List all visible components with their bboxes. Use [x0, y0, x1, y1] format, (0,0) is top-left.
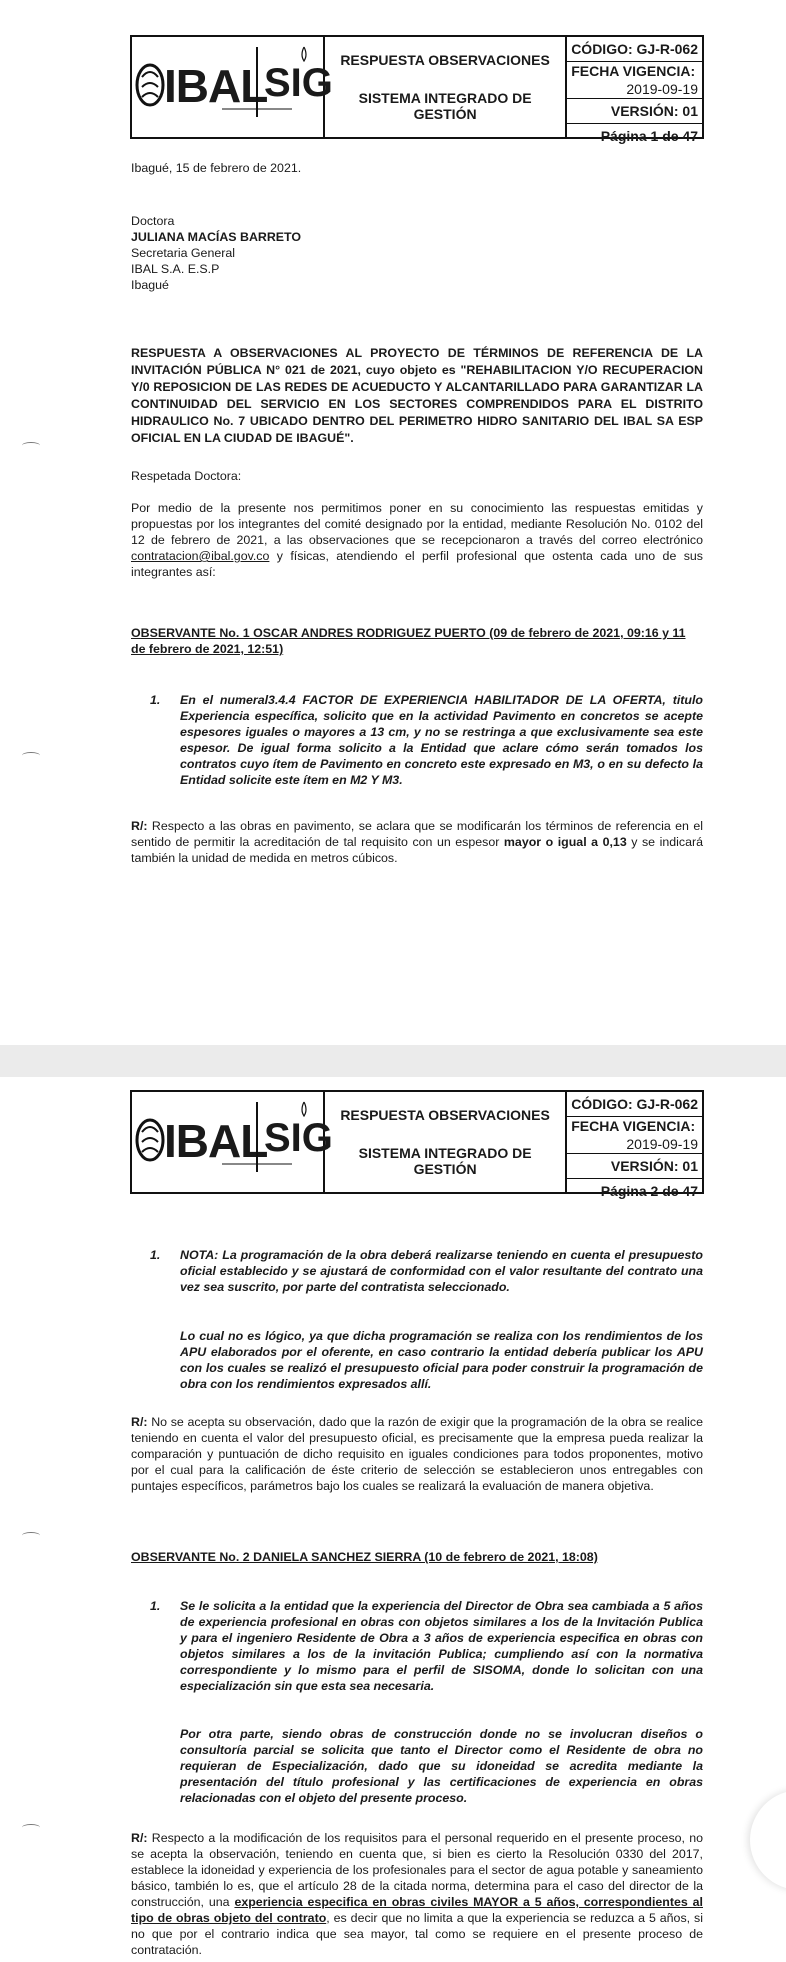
recipient-role: Secretaria General — [131, 246, 235, 260]
header-code: CÓDIGO: GJ-R-062 — [567, 37, 702, 62]
recipient-title: Doctora — [131, 214, 175, 228]
ibal-sig-logo — [132, 37, 333, 137]
header-system: SISTEMA INTEGRADO DE GESTIÓN — [358, 90, 532, 122]
observation-item-1: 1. En el numeral3.4.4 FACTOR DE EXPERIENCIA HABILITADOR DE LA OFERTA, titulo Experiencia específica, solicito que en la actividad Pavimento en concretos se acepte espesores iguales o mayores a 13 cm, y no se restringa a que exclusivamente sea este espesor. De igual forma solicito a la Entidad que aclare cómo serán tomados los contratos cuyo ítem de Pavimento en concreto este expresado en M3, o en su defecto la Entidad solicite este ítem en M2 Y M3. — [150, 693, 703, 787]
email-link[interactable]: contratacion@ibal.gov.co — [131, 549, 270, 563]
header-code: CÓDIGO: GJ-R-062 — [567, 1092, 702, 1117]
salutation: Respetada Doctora: — [131, 469, 242, 483]
response-1: R/: Respecto a las obras en pavimento, se aclara que se modificarán los términos de referencia en el sentido de permitir la acreditación de tal requisito con un espesor mayor o igual a 0,13 y se indicará también la unidad de medida en metros cúbicos. — [131, 819, 703, 865]
recipient-company: IBAL S.A. E.S.P — [131, 262, 220, 276]
header-date-label: FECHA VIGENCIA: — [571, 1118, 696, 1134]
header-date-value: 2019-09-19 — [626, 81, 698, 97]
observation-note: 1. NOTA: La programación de la obra deberá realizarse teniendo en cuenta el presupuesto oficial establecido y se ajustará de conformidad con el valor resultante del contrato una vez sea suscrito, por parte del contratista seleccionado. — [150, 1248, 703, 1294]
letter-date: Ibagué, 15 de febrero de 2021. — [131, 161, 302, 175]
recipient-block — [131, 213, 703, 293]
document-page-2 — [0, 1077, 786, 1962]
header-page-number: Página 1 de 47 — [600, 128, 698, 144]
observer-1-heading: OBSERVANTE No. 1 OSCAR ANDRES RODRIGUEZ PUERTO (09 de febrero de 2021, 09:16 y 11 de febrero de 2021, 12:51) — [131, 626, 686, 656]
observer-2-heading: OBSERVANTE No. 2 DANIELA SANCHEZ SIERRA (10 de febrero de 2021, 18:08) — [131, 1550, 598, 1564]
header-system: SISTEMA INTEGRADO DE GESTIÓN — [358, 1145, 532, 1177]
document-header — [130, 35, 704, 144]
ibal-sig-logo — [132, 1092, 333, 1192]
recipient-name: JULIANA MACÍAS BARRETO — [131, 230, 302, 244]
header-title: RESPUESTA OBSERVACIONES — [340, 1107, 550, 1123]
header-date-label: FECHA VIGENCIA: — [571, 63, 696, 79]
header-date-value: 2019-09-19 — [626, 1136, 698, 1152]
ibal-logo-text: IBAL — [164, 1115, 268, 1167]
header-page-number: Página 2 de 47 — [600, 1183, 698, 1199]
sig-logo-text: SIG — [264, 61, 333, 105]
response-2: R/: No se acepta su observación, dado que la razón de exigir que la programación de la obra se realice teniendo en cuenta el valor del presupuesto oficial, es precisamente que la empresa pueda realizar la comparación y puntuación de dicho requisito en iguales condiciones para todos proponentes, motivo por el cual para la calificación de éste criterio de selección se establecieron unos entregables con puntajes específicos, parámetros bajo los cuales se realizará la evaluación de manera objetiva. — [131, 1415, 703, 1493]
recipient-city: Ibagué — [131, 278, 169, 292]
subject-line: RESPUESTA A OBSERVACIONES AL PROYECTO DE TÉRMINOS DE REFERENCIA DE LA INVITACIÓN PÚBLICA N° 021 de 2021, cuyo objeto es "REHABILITACION Y/O RECUPERACION Y/0 REPOSICION DE LAS REDES DE ACUEDUCTO Y ALCANTARILLADO PARA GARANTIZAR LA CONTINUIDAD DEL SERVICIO EN LOS SECTORES COMPRENDIDOS PARA EL DISTRITO HIDRAULICO No. 7 UBICADO DENTRO DEL PERIMETRO HIDRO SANITARIO DEL IBAL SA ESP OFICIAL EN LA CIUDAD DE IBAGUÉ". — [131, 346, 703, 445]
observation-note-paragraph-2: Lo cual no es lógico, ya que dicha programación se realiza con los rendimientos de los APU elaborados por el oferente, en caso contrario la entidad debería publicar los APU con los cuales se realizó el presupuesto oficial para poder construir la programación de obra con los rendimientos expresados allí. — [180, 1329, 703, 1391]
header-title: RESPUESTA OBSERVACIONES — [340, 52, 550, 68]
sig-logo-text: SIG — [264, 1116, 333, 1160]
observation-item-2: 1. Se le solicita a la entidad que la experiencia del Director de Obra sea cambiada a 5 años de experiencia profesional en obras con objetos similares a los de la Invitación Publica y para el ingeniero Residente de Obra a 3 años de experiencia especifica en obras con objetos similares a los de la invitación Publica; cumpliendo así con la normativa correspondiente y lo mismo para el perfil de SISOMA, donde lo solicitan con una especialización sin que esta sea necesaria. — [150, 1599, 703, 1693]
ibal-logo-text: IBAL — [164, 60, 268, 112]
response-3: R/: Respecto a la modificación de los requisitos para el personal requerido en el presente proceso, no se acepta la observación, teniendo en cuenta que, si bien es cierto la Resolución 0330 del 2017, establece la idoneidad y experiencia de los profesionales para el sector de agua potable y saneamiento básico, también lo es, que el artículo 28 de la citada norma, determina para el caso del director de la construcción, una experiencia especifica en obras civiles MAYOR a 5 años, correspondientes al tipo de obras objeto del contrato, es decir que no limita a que la experiencia se reduzca a 5 años, si no que por el contrario indica que sea mayor, tal como se requiere en el presente proceso de contratación. — [131, 1831, 703, 1957]
document-header-page-2 — [130, 1090, 704, 1199]
header-version: VERSIÓN: 01 — [567, 1154, 702, 1179]
observation-item-2-paragraph-2: Por otra parte, siendo obras de construcción donde no se involucran diseños o consultoría parcial se solicita que tanto el Director como el Residente de obra no requieran de Especialización, dado que su idoneidad se acredita mediante la presentación del título profesional y las certificaciones de experiencia en obras relacionadas con el objeto del presente proceso. — [180, 1727, 703, 1805]
header-version: VERSIÓN: 01 — [567, 99, 702, 124]
intro-paragraph: Por medio de la presente nos permitimos poner en su conocimiento las respuestas emitidas y propuestas por los integrantes del comité designado por la entidad, mediante Resolución No. 0102 del 12 de febrero de 2021, a las observaciones que se recepcionaron a través del correo electrónico contratacion@ibal.gov.co y físicas, atendiendo el perfil profesional que ostenta cada uno de sus integrantes así: — [131, 501, 703, 579]
